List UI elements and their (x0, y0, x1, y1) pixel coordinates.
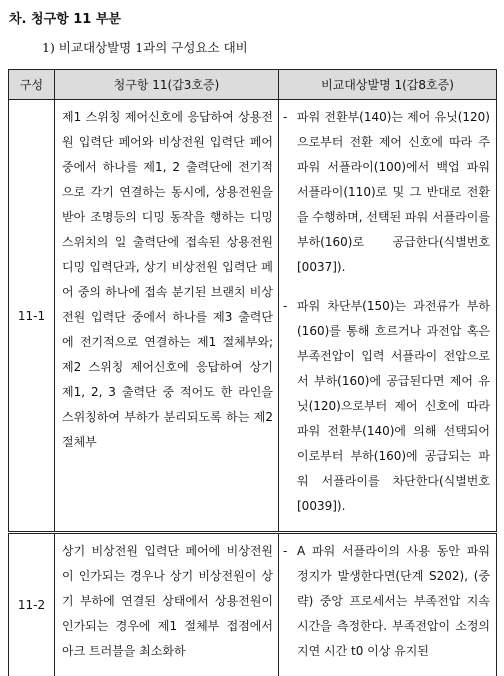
bullet-dash: - (283, 105, 297, 280)
bullet-dash: - (283, 294, 297, 519)
comparison-item (283, 294, 490, 519)
bullet-dash: - (283, 539, 297, 664)
comparison-item (283, 539, 490, 664)
table-row (9, 100, 497, 533)
comparison-cell (279, 100, 497, 533)
comparison-item (283, 105, 490, 280)
comparison-table (8, 69, 497, 676)
header-comparison: 비교대상발명 1(갑8호증) (279, 70, 497, 100)
table-header-row (9, 70, 497, 100)
row-id: 11-2 (9, 533, 55, 676)
header-claim: 청구항 11(갑3호증) (55, 70, 279, 100)
row-id: 11-1 (9, 100, 55, 533)
header-component: 구성 (9, 70, 55, 100)
section-subheading: 1) 비교대상발명 1과의 구성요소 대비 (42, 38, 248, 56)
table-row (9, 533, 497, 676)
comparison-cell (279, 533, 497, 676)
section-heading: 차. 청구항 11 부분 (9, 8, 121, 27)
comparison-text: 파워 차단부(150)는 과전류가 부하(160)를 통해 흐르거나 과전압 혹은 부족전압이 입력 서플라이 전압으로서 부하(160)에 공급된다면 제어 유닛(120)으로부터 제어 신호에 따라 파워 전환부(140)에 의해 선택되어 이로부터 부하(160)에 공급되는 파워 서플라이를 차단한다(식별번호 [0039]). (297, 294, 490, 519)
claim-text: 제1 스위칭 제어신호에 응답하여 상용전원 입력단 페어와 비상전원 입력단 페어 중에서 하나를 제1, 2 출력단에 전기적으로 각기 연결하는 동시에, 상용전원을 받아 조명등의 디밍 동작을 행하는 디밍 스위치의 일 출력단에 접속된 상용전원 디밍 입력단과, 상기 비상전원 입력단 페어 중의 하나에 접속 분기된 브랜치 비상전원 입력단 중에서 하나를 제3 출력단에 전기적으로 연결하는 제1 절체부와; 제2 스위칭 제어신호에 응답하여 상기 제1, 2, 3 출력단 중 적어도 한 라인을 스위칭하여 부하가 분리되도록 하는 제2 절체부 (55, 100, 279, 533)
comparison-text: 파워 전환부(140)는 제어 유닛(120)으로부터 전환 제어 신호에 따라 주 파워 서플라이(100)에서 백업 파워 서플라이(110)로 및 그 반대로 전환을 수행하며, 선택된 파워 서플라이를 부하(160)로 공급한다(식별번호 [0037]). (297, 105, 490, 280)
comparison-text: A 파워 서플라이의 사용 동안 파워 정지가 발생한다면(단계 S202), (중략) 중앙 프로세서는 부족전압 지속시간을 측정한다. 부족전압이 소정의 지연 시간 t0 이상 유지된 (297, 539, 490, 664)
claim-text: 상기 비상전원 입력단 페어에 비상전원이 인가되는 경우나 상기 비상전원이 상기 부하에 연결된 상태에서 상용전원이 인가되는 경우에 제1 절체부 접점에서 아크 트러블을 최소화하 (55, 533, 279, 676)
